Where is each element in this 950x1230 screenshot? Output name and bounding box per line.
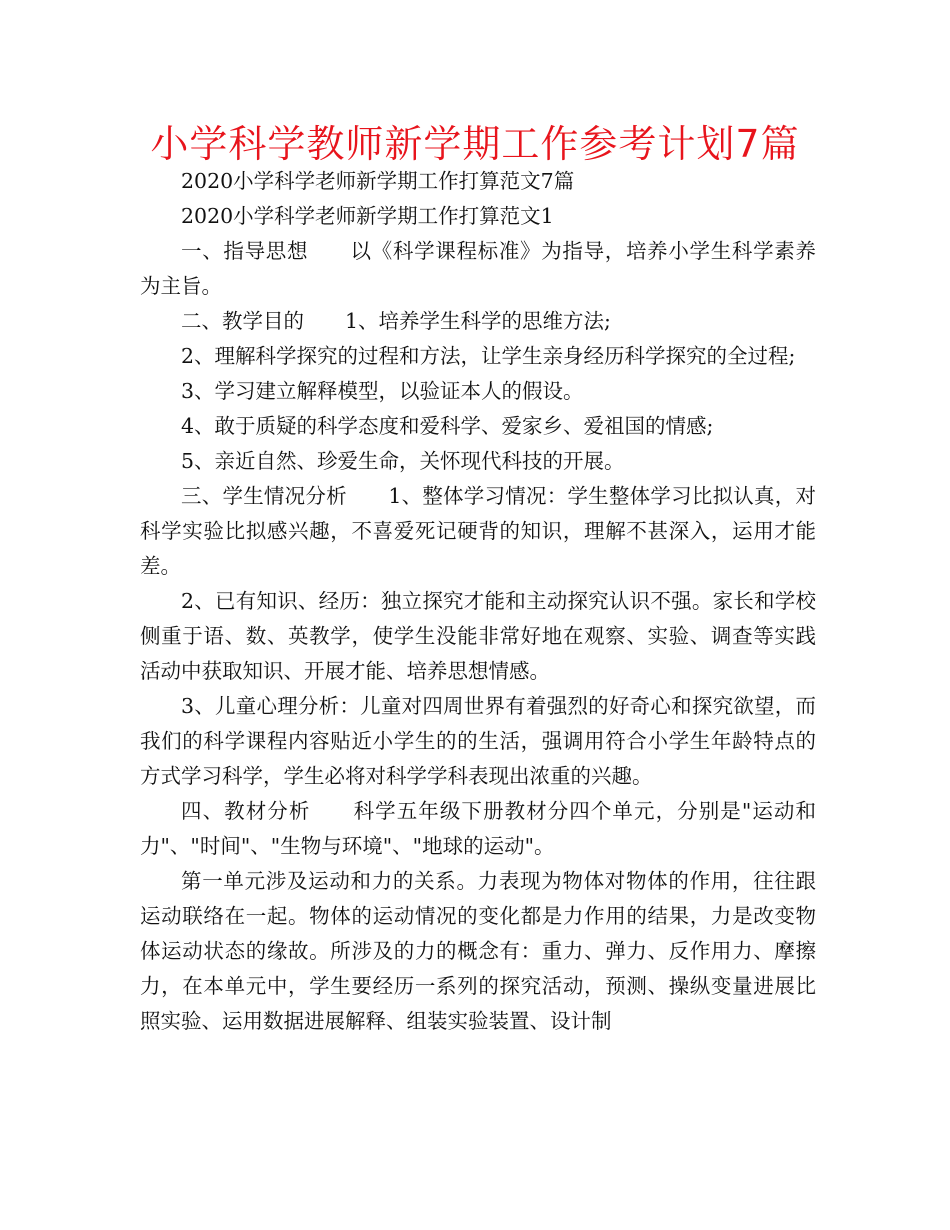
- paragraph-teaching-goal-2: 2、理解科学探究的过程和方法，让学生亲身经历科学探究的全过程;: [181, 344, 796, 368]
- paragraph-teaching-goal-1: 二、教学目的 1、培养学生科学的思维方法;: [181, 309, 611, 333]
- paragraph-student-analysis-3: 3、儿童心理分析：儿童对四周世界有着强烈的好奇心和探究欲望，而我们的科学课程内容贴近小学生的的生活，强调用符合小学生年龄特点的方式学习科学，学生必将对科学学科表现出浓重的兴趣。: [140, 694, 816, 788]
- paragraph-student-analysis-2: 2、已有知识、经历：独立探究才能和主动探究认识不强。家长和学校侧重于语、数、英教学，使学生没能非常好地在观察、实验、调查等实践活动中获取知识、开展才能、培养思想情感。: [140, 589, 816, 683]
- paragraph-subtitle-1: 2020小学科学老师新学期工作打算范文7篇: [181, 169, 575, 193]
- paragraph-teaching-goal-5: 5、亲近自然、珍爱生命，关怀现代科技的开展。: [181, 449, 625, 473]
- paragraph-guiding-ideology: 一、指导思想 以《科学课程标准》为指导，培养小学生科学素养为主旨。: [140, 239, 816, 298]
- paragraph-student-analysis-1: 三、学生情况分析 1、整体学习情况：学生整体学习比拟认真，对科学实验比拟感兴趣，不喜爱死记硬背的知识，理解不甚深入，运用才能差。: [140, 484, 816, 578]
- paragraph-textbook-analysis: 四、教材分析 科学五年级下册教材分四个单元，分别是"运动和力"、"时间"、"生物与环境"、"地球的运动"。: [140, 799, 816, 858]
- document-title: 小学科学教师新学期工作参考计划7篇: [150, 122, 800, 166]
- paragraph-subtitle-2: 2020小学科学老师新学期工作打算范文1: [181, 204, 554, 228]
- paragraph-unit-one: 第一单元涉及运动和力的关系。力表现为物体对物体的作用，往往跟运动联络在一起。物体的运动情况的变化都是力作用的结果，力是改变物体运动状态的缘故。所涉及的力的概念有：重力、弹力、反作用力、摩擦力，在本单元中，学生要经历一系列的探究活动，预测、操纵变量进展比照实验、运用数据进展解释、组装实验装置、设计制: [140, 869, 816, 1033]
- document-body: [140, 164, 816, 1039]
- paragraph-teaching-goal-4: 4、敢于质疑的科学态度和爱科学、爱家乡、爱祖国的情感;: [181, 414, 714, 438]
- paragraph-teaching-goal-3: 3、学习建立解释模型，以验证本人的假设。: [181, 379, 584, 403]
